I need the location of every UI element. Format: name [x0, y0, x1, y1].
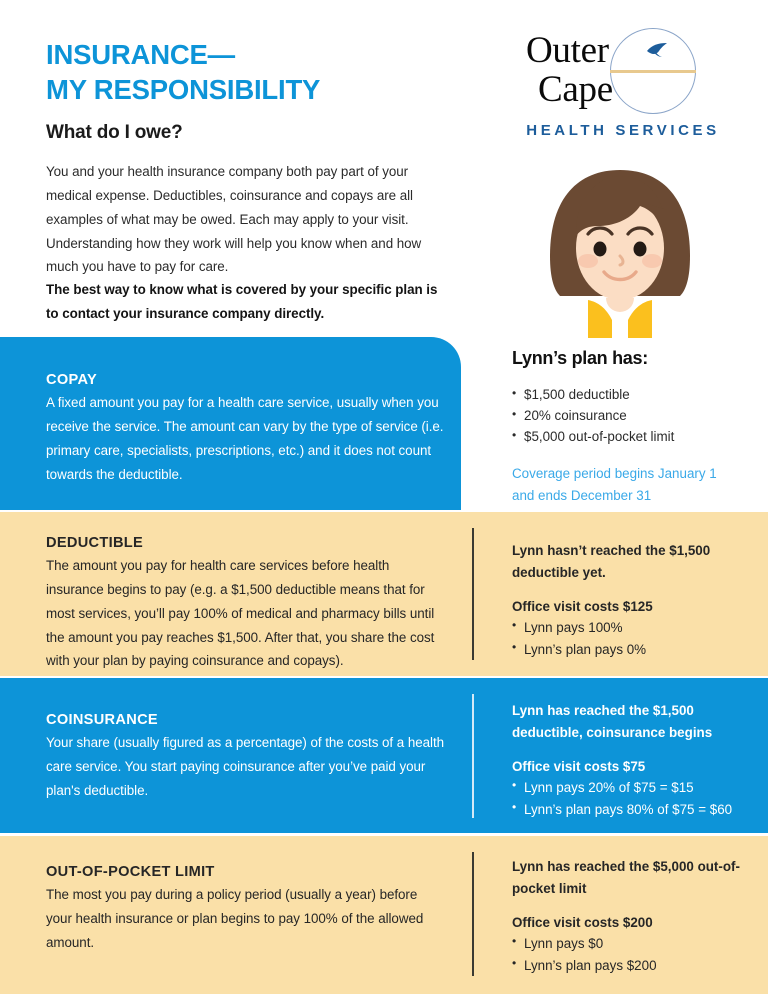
- term-body: The most you pay during a policy period (usually a year) before your health insurance or plan begins to pay 100% of the allowed amount.: [46, 887, 424, 950]
- column-divider: [472, 852, 474, 976]
- term-body: Your share (usually figured as a percentage) of the costs of a health care service. You start paying coinsurance after you’ve paid your plan's deductible.: [46, 735, 445, 798]
- list-item: • Lynn’s plan pays $200: [512, 955, 760, 977]
- list-item: • Lynn’s plan pays 0%: [512, 639, 760, 661]
- term-title: COINSURANCE: [46, 712, 158, 728]
- outer-cape-health-services-logo: [498, 26, 748, 146]
- list-item: • 20% coinsurance: [512, 406, 752, 427]
- example-out-of-pocket: [512, 856, 760, 977]
- term-title: OUT-OF-POCKET LIMIT: [46, 864, 215, 880]
- example-headline: Lynn hasn’t reached the $1,500 deductible yet.: [512, 543, 711, 580]
- list-item: • Lynn pays 100%: [512, 617, 760, 639]
- example-breakdown-list: [512, 617, 760, 660]
- plan-details-list: [512, 385, 752, 447]
- logo-mark: [498, 26, 748, 118]
- example-coinsurance: [512, 700, 760, 821]
- example-headline: Lynn has reached the $5,000 out-of-pocket limit: [512, 859, 740, 896]
- example-deductible: [512, 540, 760, 661]
- term-body: The amount you pay for health care services before health insurance begins to pay (e.g. a $1,500 deductible means that for most services, you’ll pay 100% of medical and pharmacy bills until the amount you pay reaches $1,500. After that, you share the cost with your plan by paying coinsurance and copays).: [46, 558, 435, 669]
- term-body: A fixed amount you pay for a health care service, usually when you receive the service. The amount can vary by the type of service (i.e. primary care, specialists, prescriptions, etc.) and it does not count towards the deductible.: [46, 395, 444, 482]
- intro-paragraph: You and your health insurance company both pay part of your medical expense. Deductibles, coinsurance and copays are all examples of what may be owed. Each may apply to your visit. Understanding how they work will help you know when and how much you have to pay for care.: [46, 164, 422, 275]
- logo-tagline: HEALTH SERVICES: [526, 122, 720, 139]
- list-item: • Lynn pays $0: [512, 933, 760, 955]
- intro-emphasis-paragraph: The best way to know what is covered by your specific plan is to contact your insurance company directly.: [46, 282, 438, 321]
- list-item: • Lynn’s plan pays 80% of $75 = $60: [512, 799, 760, 821]
- bird-icon: [646, 42, 668, 58]
- coverage-period-note: Coverage period begins January 1 and ends December 31: [512, 466, 717, 503]
- example-breakdown-list: [512, 777, 760, 820]
- example-headline: Lynn has reached the $1,500 deductible, coinsurance begins: [512, 703, 713, 740]
- page-title-line-1: INSURANCE—: [46, 39, 235, 70]
- page-title: [46, 38, 466, 107]
- logo-horizon-line-icon: [610, 70, 696, 73]
- example-cost: Office visit costs $200: [512, 915, 653, 931]
- example-breakdown-list: [512, 933, 760, 976]
- intro-section: [0, 0, 768, 337]
- logo-word-cape: Cape: [538, 69, 613, 110]
- list-item: • $5,000 out-of-pocket limit: [512, 427, 752, 448]
- plan-panel-title: Lynn’s plan has:: [512, 348, 648, 368]
- section-subheading: What do I owe?: [46, 122, 183, 143]
- term-deductible: [46, 535, 446, 673]
- term-copay: [46, 372, 446, 486]
- list-item: • Lynn pays 20% of $75 = $15: [512, 777, 760, 799]
- column-divider: [472, 528, 474, 660]
- lynn-plan-panel: [512, 348, 752, 506]
- example-cost: Office visit costs $125: [512, 599, 653, 615]
- term-title: DEDUCTIBLE: [46, 535, 144, 551]
- avatar: [520, 160, 720, 338]
- term-title: COPAY: [46, 372, 97, 388]
- column-divider: [472, 694, 474, 818]
- term-coinsurance: [46, 712, 446, 803]
- example-cost: Office visit costs $75: [512, 759, 646, 775]
- logo-word-outer: Outer: [526, 30, 609, 71]
- term-out-of-pocket-limit: [46, 864, 446, 955]
- page-title-line-2: MY RESPONSIBILITY: [46, 73, 321, 105]
- list-item: • $1,500 deductible: [512, 385, 752, 406]
